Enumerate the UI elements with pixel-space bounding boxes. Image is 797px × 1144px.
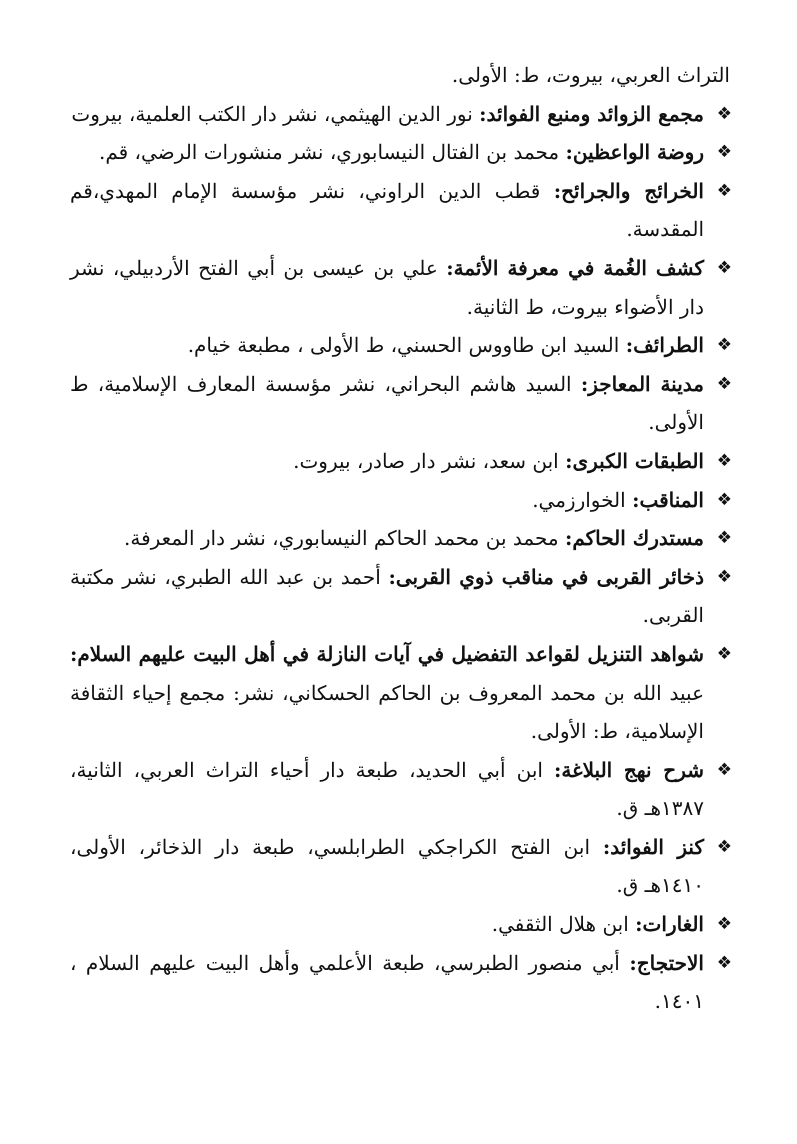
diamond-bullet-icon: ❖ (716, 103, 732, 124)
reference-title: شرح نهج البلاغة: (554, 757, 704, 782)
reference-title: مستدرك الحاكم: (564, 526, 704, 551)
reference-item (70, 828, 734, 905)
reference-detail: ابن الفتح الكراجكي الطرابلسي، طبعة دار الذخائر، الأولى، ١٤١٠هـ ق. (70, 834, 704, 898)
diamond-bullet-icon: ❖ (716, 335, 732, 356)
reference-item (70, 442, 734, 481)
diamond-bullet-icon: ❖ (716, 528, 732, 549)
bibliography-page (70, 56, 734, 1021)
reference-item (70, 905, 734, 944)
reference-detail: محمد بن محمد الحاكم النيسابوري، نشر دار المعرفة. (124, 526, 565, 551)
diamond-bullet-icon: ❖ (716, 257, 732, 278)
reference-title: الاحتجاج: (629, 950, 704, 975)
reference-item (70, 635, 734, 751)
reference-title: كنز الفوائد: (602, 834, 704, 859)
reference-detail: قطب الدين الراوني، نشر مؤسسة الإمام المهدي،قم المقدسة. (70, 178, 704, 242)
reference-detail: أبي منصور الطبرسي، طبعة الأعلمي وأهل البيت عليهم السلام ، ١٤٠١. (70, 950, 704, 1014)
continued-entry-text: التراث العربي، بيروت، ط: الأولى. (451, 63, 730, 87)
reference-title: كشف الغُمة في معرفة الأئمة: (446, 255, 704, 280)
diamond-bullet-icon: ❖ (716, 489, 732, 510)
reference-item (70, 519, 734, 558)
reference-item (70, 95, 734, 134)
reference-detail: الخوارزمي. (532, 487, 633, 512)
reference-item (70, 481, 734, 520)
reference-title: شواهد التنزيل لقواعد التفضيل في آيات النازلة في أهل البيت عليهم السلام: (70, 641, 704, 666)
reference-detail: ابن هلال الثقفي. (491, 912, 636, 937)
diamond-bullet-icon: ❖ (716, 914, 732, 935)
reference-item (70, 751, 734, 828)
diamond-bullet-icon: ❖ (716, 952, 732, 973)
reference-title: الطبقات الكبرى: (565, 448, 704, 473)
diamond-bullet-icon: ❖ (716, 450, 732, 471)
reference-detail: ابن سعد، نشر دار صادر، بيروت. (293, 448, 566, 473)
reference-detail: السيد هاشم البحراني، نشر مؤسسة المعارف الإسلامية، ط الأولى. (70, 371, 704, 435)
reference-item (70, 365, 734, 442)
diamond-bullet-icon: ❖ (716, 836, 732, 857)
reference-item (70, 249, 734, 326)
reference-item (70, 944, 734, 1021)
reference-detail: نور الدين الهيثمي، نشر دار الكتب العلمية، بيروت (71, 101, 480, 126)
diamond-bullet-icon: ❖ (716, 373, 732, 394)
diamond-bullet-icon: ❖ (716, 566, 732, 587)
reference-detail: أحمد بن عبد الله الطبري، نشر مكتبة القربى. (70, 564, 704, 628)
reference-title: الخرائج والجرائح: (553, 178, 704, 203)
reference-detail: محمد بن الفتال النيسابوري، نشر منشورات الرضي، قم. (98, 140, 566, 165)
reference-item (70, 326, 734, 365)
reference-title: الغارات: (635, 912, 704, 937)
reference-title: المناقب: (632, 487, 704, 512)
reference-detail: السيد ابن طاووس الحسني، ط الأولى ، مطبعة خيام. (187, 333, 626, 358)
reference-detail: ابن أبي الحديد، طبعة دار أحياء التراث العربي، الثانية، ١٣٨٧هـ ق. (70, 757, 704, 821)
reference-list (70, 95, 734, 1021)
diamond-bullet-icon: ❖ (716, 643, 732, 664)
diamond-bullet-icon: ❖ (716, 759, 732, 780)
reference-item (70, 172, 734, 249)
reference-title: مجمع الزوائد ومنبع الفوائد: (479, 101, 704, 126)
reference-title: ذخائر القربى في مناقب ذوي القربى: (388, 564, 705, 589)
diamond-bullet-icon: ❖ (716, 180, 732, 201)
reference-title: الطرائف: (625, 333, 704, 358)
diamond-bullet-icon: ❖ (716, 142, 732, 163)
reference-detail: عبيد الله بن محمد المعروف بن الحاكم الحسكاني، نشر: مجمع إحياء الثقافة الإسلامية، ط: الأولى. (70, 680, 704, 744)
reference-item (70, 558, 734, 635)
reference-item (70, 133, 734, 172)
reference-detail: علي بن عيسى بن أبي الفتح الأردبيلي، نشر دار الأضواء بيروت، ط الثانية. (70, 255, 704, 319)
reference-title: روضة الواعظين: (565, 140, 704, 165)
reference-title: مدينة المعاجز: (580, 371, 704, 396)
